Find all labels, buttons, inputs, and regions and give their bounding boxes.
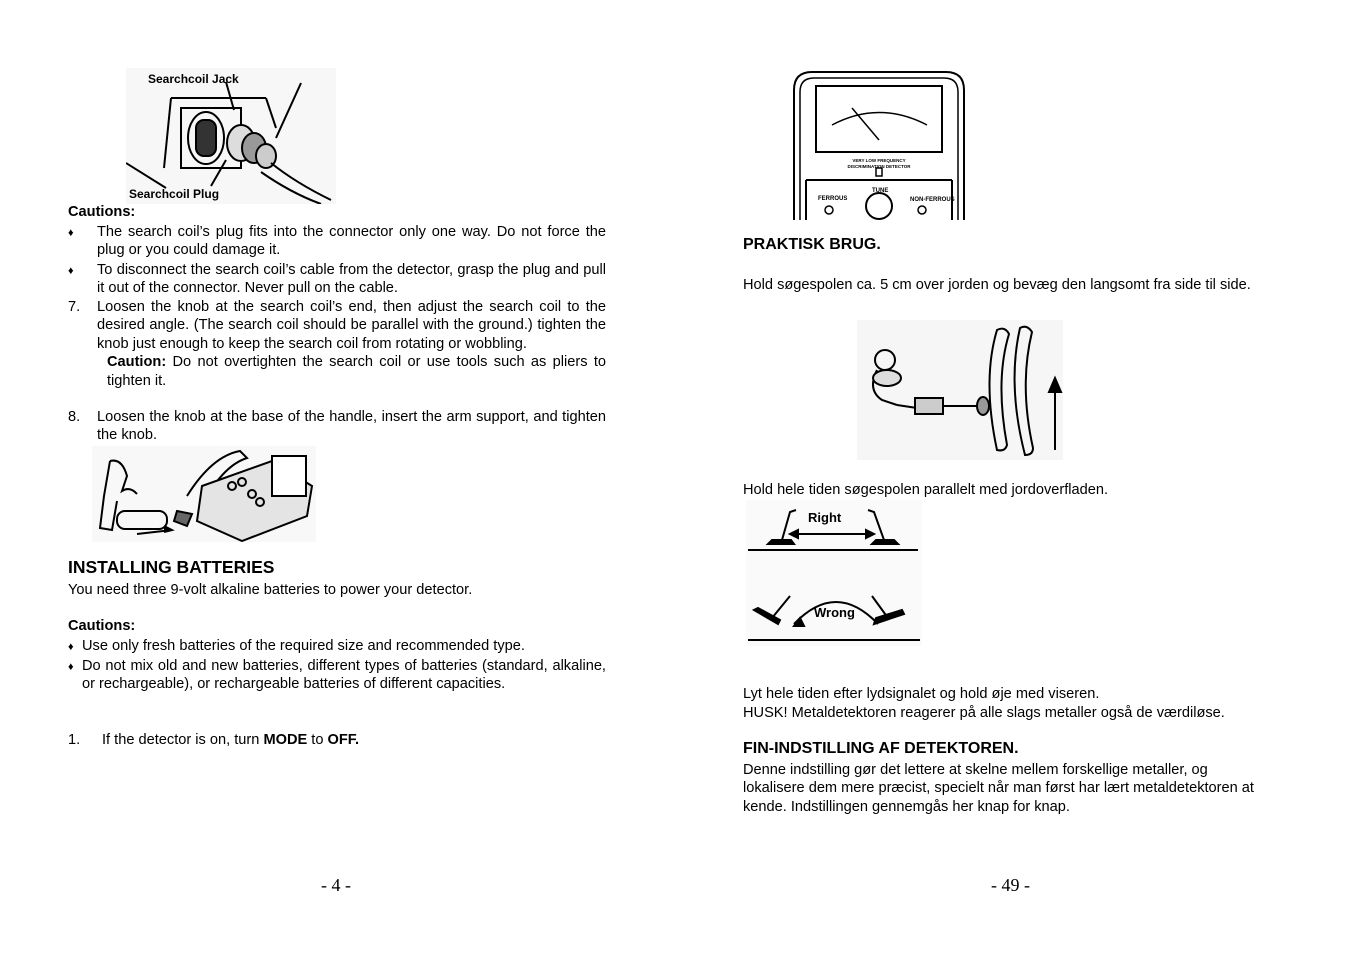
- parallel-text: Hold hele tiden søgespolen parallelt med jordoverfladen.: [743, 482, 1109, 498]
- step-text: Loosen the knob at the search coil’s end, then adjust the search coil to the desired angle. (The search coil should be parallel with the ground.) tighten the knob just enough to keep the search coil from rotating or wobbling.: [97, 299, 606, 352]
- arm-support-figure: [92, 446, 316, 542]
- fin-text: Denne indstilling gør det lettere at skelne mellem forskellige metaller, og lokalisere dem mere præcist, specielt når man først har lært metaldetektoren at kende. Indstillingen gennemgås her knap for knap.: [743, 762, 1254, 815]
- caution-item-2: [68, 261, 606, 298]
- caution-text: Do not mix old and new batteries, different types of batteries (standard, alkaline, or rechargeable), or rechargeable batteries of different capacities.: [82, 658, 606, 693]
- bullet-diamond-icon: ♦: [68, 661, 74, 673]
- step-7: [68, 298, 606, 390]
- caution-text: Do not overtighten the search coil or use tools such as pliers to tighten it.: [107, 354, 606, 389]
- right-label: Right: [808, 510, 842, 525]
- installing-batteries-heading: INSTALLING BATTERIES: [68, 557, 275, 577]
- searchcoil-plug-label: Searchcoil Plug: [129, 187, 220, 201]
- fin-indstilling-heading: FIN-INDSTILLING AF DETEKTOREN.: [743, 740, 1019, 757]
- caution-item-1: [68, 223, 606, 260]
- detector-meter-figure: [792, 70, 966, 220]
- caution-text: To disconnect the search coil’s cable from the detector, grasp the plug and pull it out of the connector. Never pull on the cable.: [97, 262, 606, 297]
- ferrous-label: FERROUS: [818, 196, 848, 202]
- sweep-figure: [857, 320, 1063, 460]
- batteries-intro: You need three 9-volt alkaline batteries to power your detector.: [68, 582, 473, 598]
- step-number: 7.: [68, 299, 81, 315]
- caution-label: Caution:: [107, 354, 167, 371]
- cautions-heading: Cautions:: [68, 204, 136, 220]
- right-wrong-figure: [746, 500, 922, 646]
- step-7-caution: [107, 353, 606, 390]
- page-number-left: - 4 -: [321, 875, 351, 895]
- bullet-diamond-icon: ♦: [68, 227, 74, 239]
- searchcoil-jack-label: Searchcoil Jack: [148, 72, 239, 86]
- non-ferrous-label: NON-FERROUS: [910, 197, 955, 203]
- bullet-diamond-icon: ♦: [68, 641, 74, 653]
- meter-caption-line2: DISCRIMINATION DETECTOR: [847, 164, 911, 169]
- lyt-text: Lyt hele tiden efter lydsignalet og hold øje med viseren.: [743, 686, 1100, 702]
- bullet-diamond-icon: ♦: [68, 265, 74, 277]
- wrong-label: Wrong: [814, 605, 855, 620]
- husk-text: HUSK! Metaldetektoren reagerer på alle slags metaller også de værdiløse.: [743, 705, 1225, 721]
- step-number: 8.: [68, 409, 81, 425]
- caution2-item-2: [68, 657, 606, 694]
- meter-caption-line1: VERY LOW FREQUENCY: [852, 158, 906, 163]
- caution2-item-1: [68, 637, 606, 655]
- praktisk-brug-heading: PRAKTISK BRUG.: [743, 236, 881, 253]
- praktisk-text: Hold søgespolen ca. 5 cm over jorden og bevæg den langsomt fra side til side.: [743, 277, 1251, 293]
- cautions2-heading: Cautions:: [68, 618, 136, 634]
- caution-text: Use only fresh batteries of the required size and recommended type.: [82, 638, 525, 654]
- step-text: Loosen the knob at the base of the handle, insert the arm support, and tighten the knob.: [97, 409, 606, 444]
- page-number-right: - 49 -: [991, 875, 1030, 895]
- step-8: [68, 408, 606, 445]
- caution-text: The search coil’s plug fits into the connector only one way. Do not force the plug or you could damage it.: [97, 224, 606, 259]
- step-1: [68, 731, 606, 749]
- step-number: 1.: [68, 732, 81, 748]
- tune-label: TUNE: [872, 188, 889, 194]
- searchcoil-jack-figure: [126, 68, 336, 204]
- step-text: If the detector is on, turn MODE to OFF.: [102, 732, 360, 748]
